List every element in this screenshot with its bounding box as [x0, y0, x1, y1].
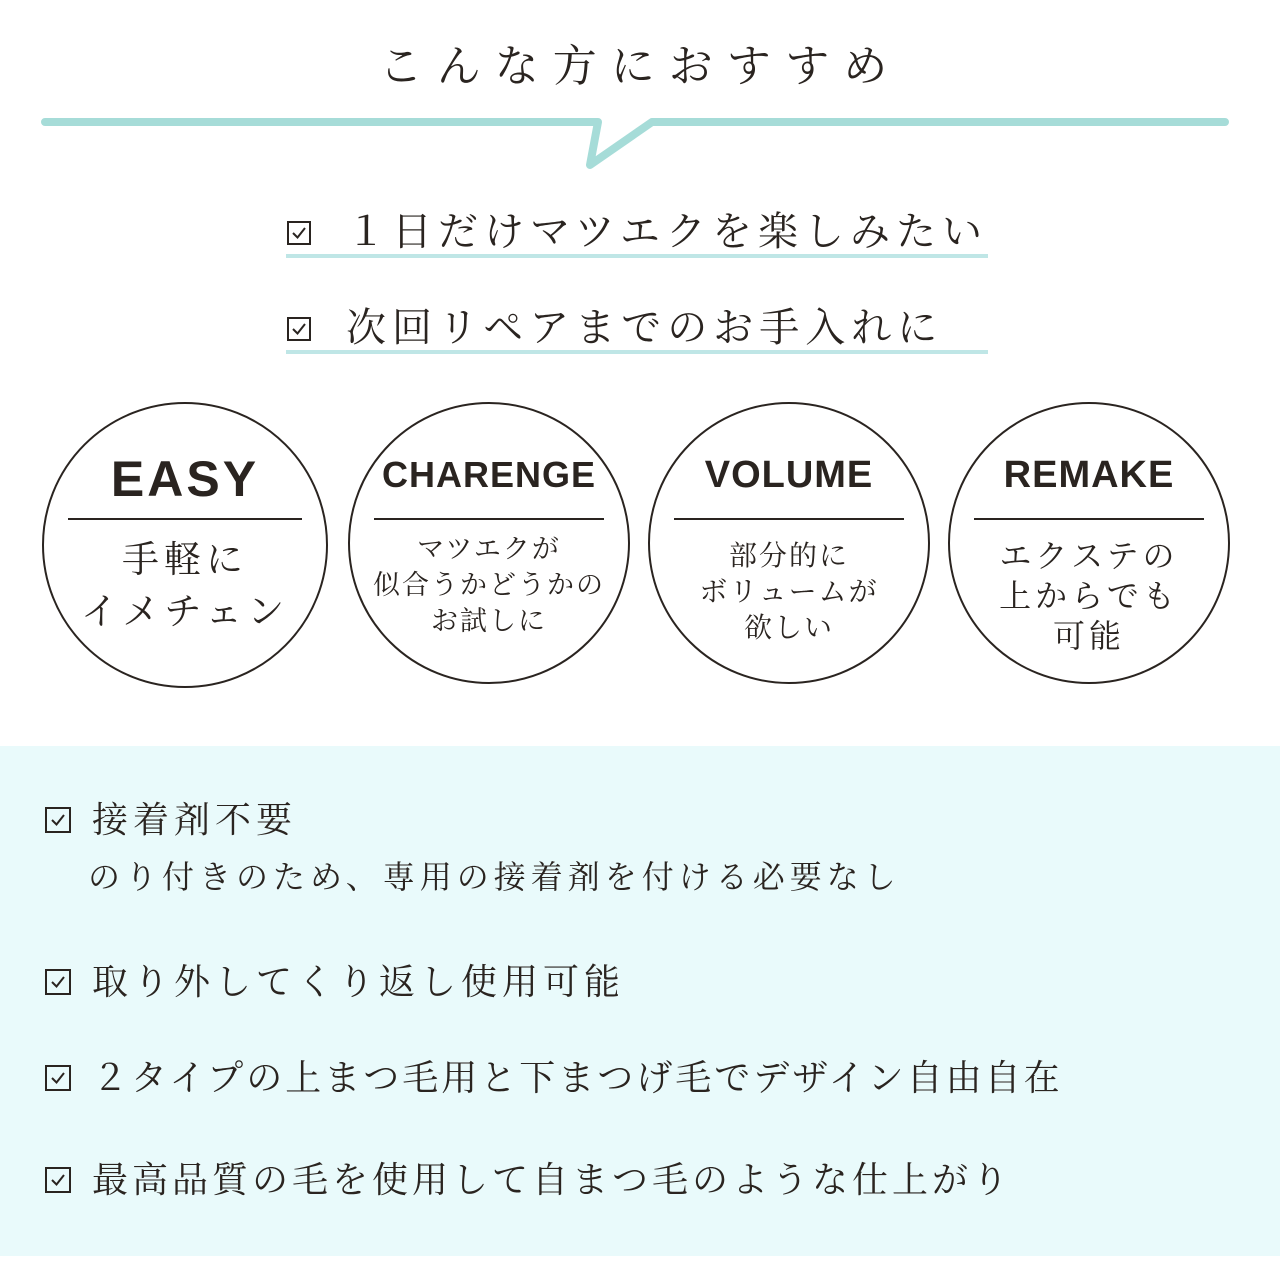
checkbox-checked-icon [44, 806, 72, 834]
feature-title: 接着剤不要 [92, 800, 298, 841]
recommend-text: 次回リペアまでのお手入れに [346, 305, 944, 351]
recommend-item [286, 208, 988, 258]
badge-description: マツエクが 似合うかどうかの お試しに [373, 534, 605, 637]
checkbox-checked-icon [44, 1064, 72, 1092]
speech-divider [0, 100, 1280, 180]
recommend-item [286, 304, 988, 354]
checkbox-checked-icon [286, 316, 312, 342]
checkbox-checked-icon [286, 220, 312, 246]
badge-title: CHARENGE [381, 454, 596, 495]
feature-title: 最高品質の毛を使用して自まつ毛のような仕上がり [92, 1160, 1013, 1201]
badge-description: 部分的に ボリュームが 欲しい [699, 539, 879, 644]
checkbox-checked-icon [44, 968, 72, 996]
feature-title: 取り外してくり返し使用可能 [92, 962, 626, 1003]
badge-volume [648, 402, 930, 684]
feature-title: ２タイプの上まつ毛用と下まつげ毛でデザイン自由自在 [92, 1058, 1063, 1099]
badge-title: EASY [110, 451, 260, 507]
badge-divider [68, 518, 302, 520]
badge-description: 手軽に イメチェン [80, 538, 290, 633]
checkbox-checked-icon [44, 1166, 72, 1194]
feature-subtext: のり付きのため、専用の接着剤を付ける必要なし [88, 858, 901, 896]
badge-remake [948, 402, 1230, 684]
badge-title: REMAKE [1003, 454, 1175, 496]
badge-title: VOLUME [704, 454, 874, 496]
badge-charenge [348, 402, 630, 684]
badge-divider [374, 518, 604, 520]
badge-divider [974, 518, 1204, 520]
badge-divider [674, 518, 904, 520]
page-heading: こんな方におすすめ [378, 41, 902, 92]
recommend-text: １日だけマツエクを楽しみたい [346, 209, 988, 255]
badge-description: エクステの 上からでも 可能 [999, 537, 1179, 655]
badge-easy [42, 402, 328, 688]
